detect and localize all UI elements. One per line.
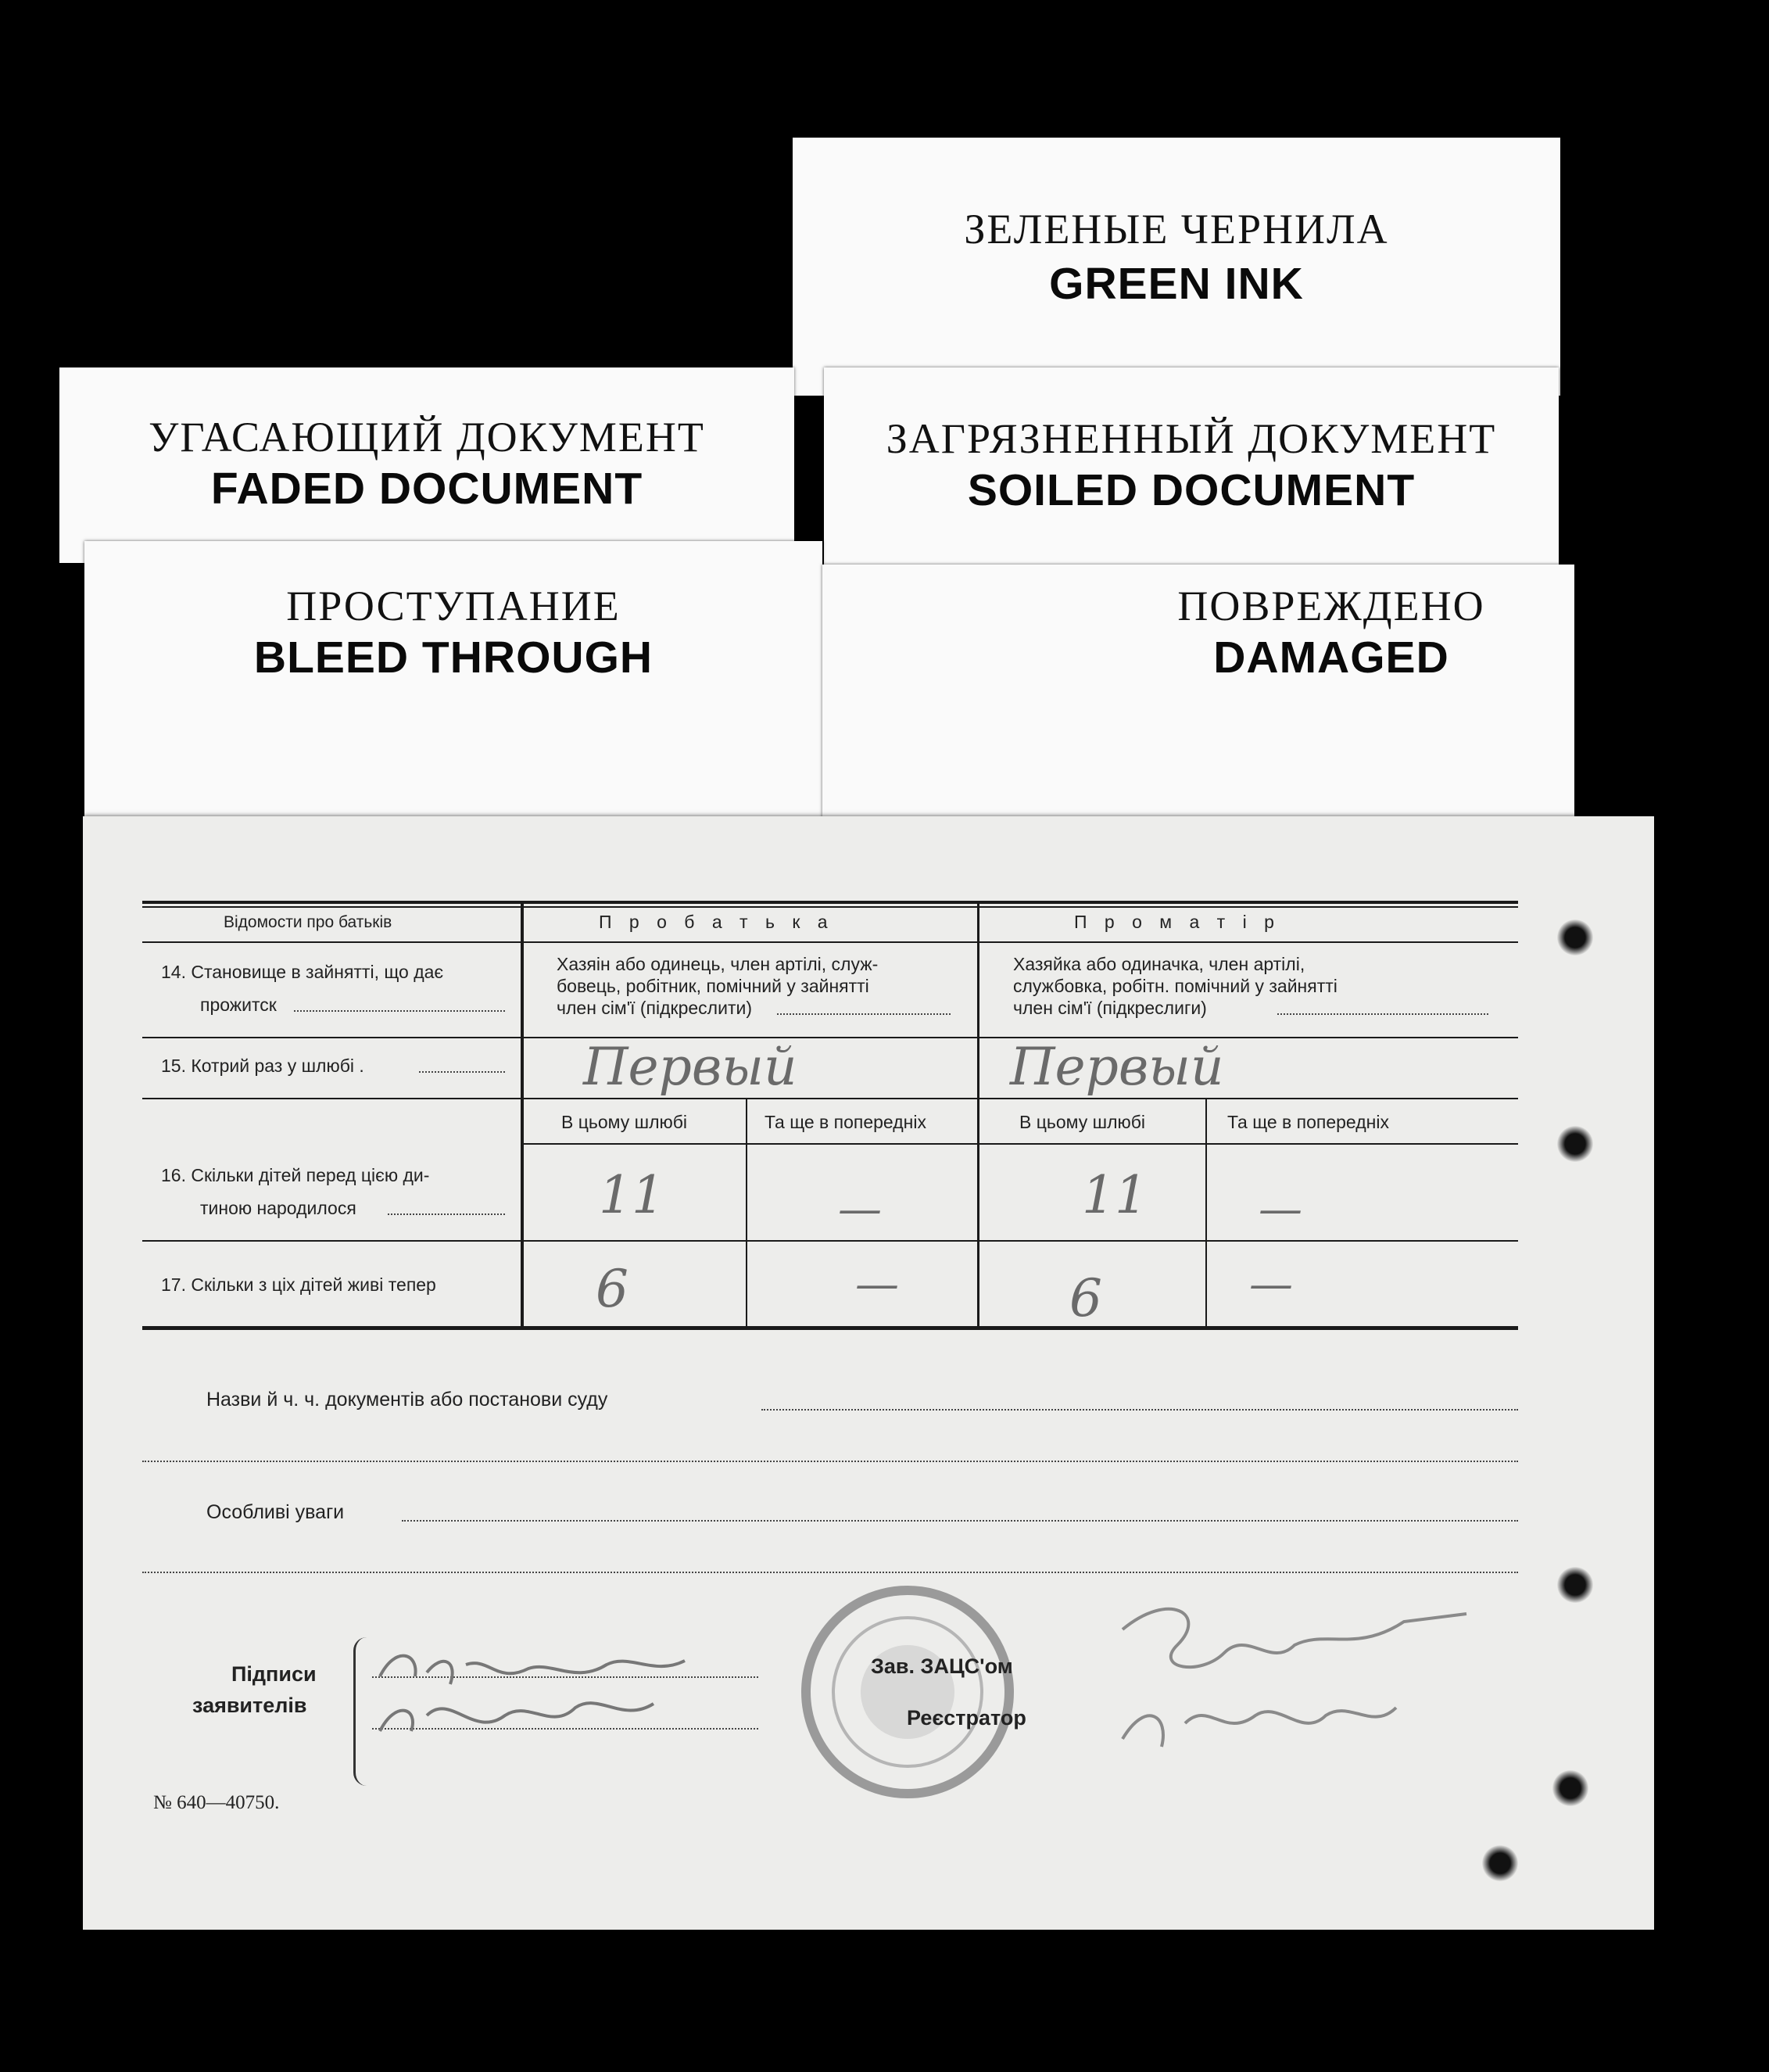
row14-mother-options-3: член сім'ї (підкреслиги) bbox=[1013, 998, 1207, 1018]
row16-label: 16. Скільки дітей перед цією ди- bbox=[161, 1165, 430, 1185]
row17-mother-this: 6 bbox=[1069, 1268, 1102, 1328]
soiled-document-label-ru: ЗАГРЯЗНЕННЫЙ ДОКУМЕНТ bbox=[886, 415, 1497, 462]
faded-document-label-en: FADED DOCUMENT bbox=[210, 464, 643, 514]
row14-label: 14. Становище в зайнятті, що дає bbox=[161, 962, 444, 982]
row17-mother-prev: — bbox=[1249, 1259, 1293, 1310]
row17-father-this: 6 bbox=[596, 1259, 628, 1319]
official-stamp bbox=[771, 1575, 1044, 1809]
row16-label-cont: тиною народилося bbox=[200, 1198, 356, 1218]
row16-mother-prev: — bbox=[1259, 1184, 1302, 1235]
damaged-label-ru: ПОВРЕЖДЕНО bbox=[1177, 583, 1485, 629]
row14-mother-options: Хазяйка або одиначка, член артілі, bbox=[1013, 954, 1305, 974]
green-ink-label-en: GREEN INK bbox=[1049, 259, 1304, 309]
green-ink-label-ru: ЗЕЛЕНЫЕ ЧЕРНИЛА bbox=[964, 206, 1389, 253]
registrar-label: Реєстратор bbox=[907, 1706, 1026, 1730]
signatures-label: Підписи bbox=[231, 1662, 317, 1686]
row14-father-options-2: бовець, робітник, помічний у зайнятті bbox=[557, 976, 869, 996]
row16-father-prev: — bbox=[838, 1184, 882, 1235]
row14-father-options-3: член сім'ї (підкреслити) bbox=[557, 998, 752, 1018]
row17-label: 17. Скільки з ціх дітей живі тепер bbox=[161, 1274, 436, 1295]
special-notes-label: Особливі уваги bbox=[206, 1501, 345, 1523]
green-ink-label-card bbox=[793, 138, 1560, 396]
applicant-signatures bbox=[372, 1629, 763, 1747]
soiled-document-label-en: SOILED DOCUMENT bbox=[967, 465, 1416, 515]
zags-head-label: Зав. ЗАЦС'ом bbox=[871, 1654, 1013, 1678]
row14-father-options: Хазяін або одинець, член артілі, служ- bbox=[557, 954, 879, 974]
row14-mother-options-2: службовка, робітн. помічний у зайнятті bbox=[1013, 976, 1337, 996]
binding-hole bbox=[1557, 1126, 1593, 1162]
header-about-father: П р о б а т ь к а bbox=[599, 912, 834, 932]
damaged-label-card bbox=[822, 565, 1574, 838]
row15-mother-handwritten: Первый bbox=[1010, 1037, 1224, 1097]
row17-father-prev: — bbox=[855, 1259, 899, 1310]
mother-in-this-marriage-header: В цьому шлюбі bbox=[1019, 1112, 1146, 1132]
faded-document-label-card bbox=[59, 367, 794, 563]
bleed-through-label-ru: ПРОСТУПАНИЕ bbox=[286, 583, 621, 629]
father-previous-header: Та ще в попередніх bbox=[765, 1112, 926, 1132]
row16-father-this: 11 bbox=[599, 1165, 664, 1225]
header-parents-info: Відомости про батьків bbox=[224, 913, 392, 931]
form-number: № 640—40750. bbox=[153, 1792, 280, 1813]
soiled-document-label-card bbox=[824, 367, 1559, 579]
binding-hole bbox=[1557, 919, 1593, 955]
row15-label: 15. Котрий раз у шлюбі . bbox=[161, 1056, 364, 1076]
bleed-through-label-card bbox=[84, 541, 822, 838]
binding-hole bbox=[1482, 1845, 1518, 1881]
damaged-label-en: DAMAGED bbox=[1213, 633, 1449, 683]
father-in-this-marriage-header: В цьому шлюбі bbox=[561, 1112, 688, 1132]
official-signatures bbox=[1076, 1583, 1482, 1786]
faded-document-label-ru: УГАСАЮЩИЙ ДОКУМЕНТ bbox=[149, 414, 705, 461]
documents-label: Назви й ч. ч. документів або постанови суду bbox=[206, 1389, 608, 1411]
binding-hole bbox=[1552, 1770, 1588, 1806]
applicants-label: заявителів bbox=[192, 1694, 307, 1717]
row16-mother-this: 11 bbox=[1082, 1165, 1148, 1225]
mother-previous-header: Та ще в попередніх bbox=[1227, 1112, 1389, 1132]
row14-label-cont: прожитск bbox=[200, 995, 277, 1015]
binding-hole bbox=[1557, 1567, 1593, 1603]
bleed-through-label-en: BLEED THROUGH bbox=[253, 633, 654, 683]
row15-father-handwritten: Первый bbox=[583, 1037, 797, 1097]
header-about-mother: П р о м а т і р bbox=[1074, 912, 1280, 932]
registration-form-sheet bbox=[83, 816, 1654, 1930]
